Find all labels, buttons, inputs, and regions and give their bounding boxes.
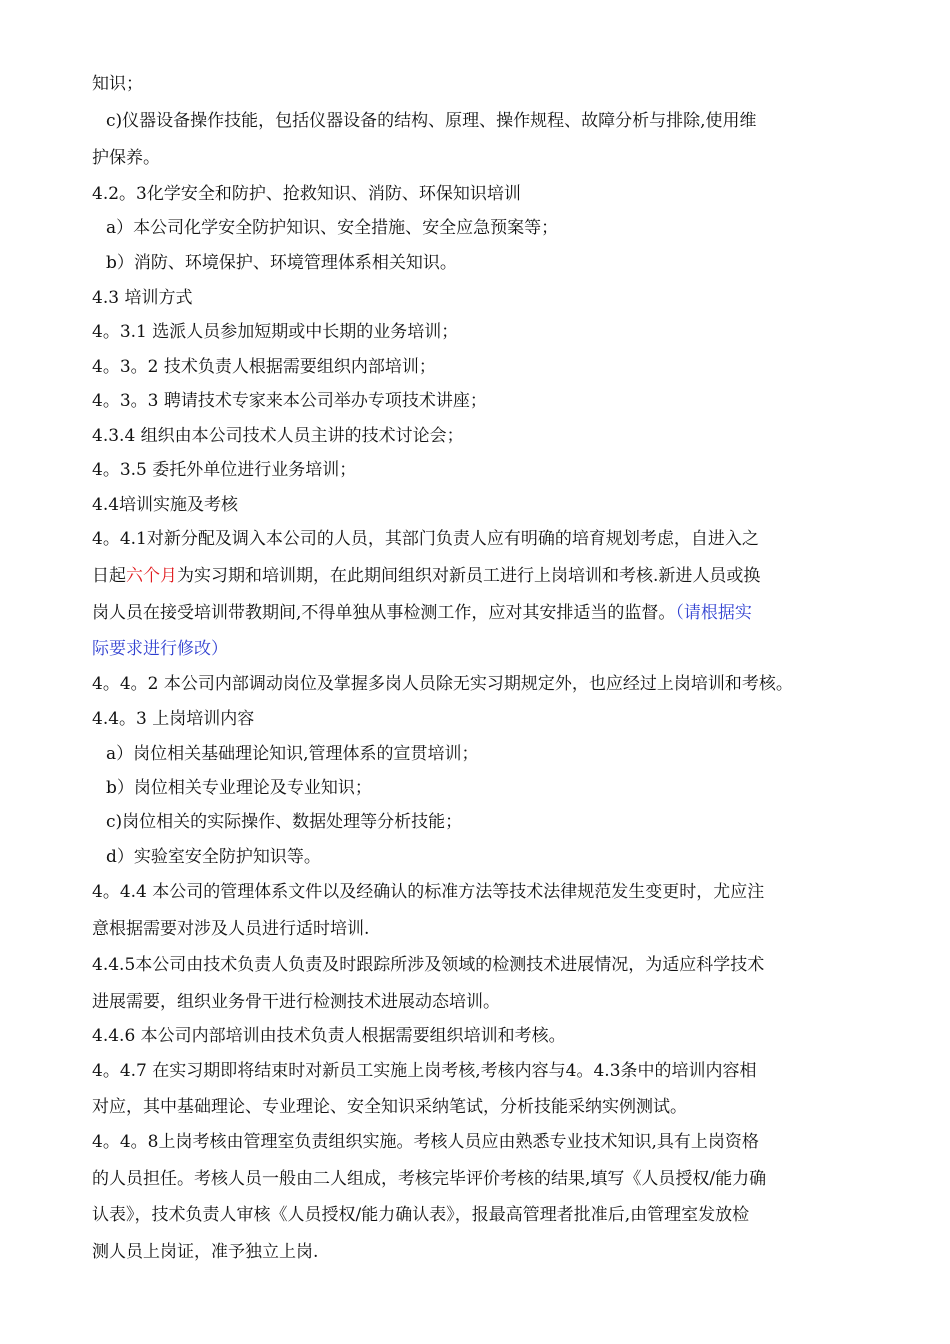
clause: 4。3。3 聘请技术专家来本公司举办专项技术讲座； (92, 391, 487, 411)
section-heading: 4.3 培训方式 (92, 288, 193, 308)
highlighted-duration: 六个月 (126, 566, 177, 586)
section-heading: 4.2。3化学安全和防护、抢救知识、消防、环保知识培训 (92, 184, 521, 204)
clause: 4。4.7 在实习期即将结束时对新员工实施上岗考核,考核内容与4。4.3条中的培训内容相 (92, 1061, 757, 1081)
section-heading: 4.4培训实施及考核 (92, 495, 239, 515)
section-heading: 4.4。3 上岗培训内容 (92, 709, 255, 729)
text-span: 为实习期和培训期，在此期间组织对新员工进行上岗培训和考核.新进人员或换 (177, 566, 761, 586)
text-line: 知识； (92, 74, 143, 94)
list-item: c)岗位相关的实际操作、数据处理等分析技能； (106, 812, 463, 832)
clause: 4.4.6 本公司内部培训由技术负责人根据需要组织培训和考核。 (92, 1026, 566, 1046)
clause: 4。4.1对新分配及调入本公司的人员，其部门负责人应有明确的培育规划考虑，自进入之 (92, 529, 759, 549)
clause: 4。3.5 委托外单位进行业务培训； (92, 460, 357, 480)
list-item: d）实验室安全防护知识等。 (106, 847, 321, 867)
editor-note: （请根据实 (675, 603, 752, 623)
text-line: 测人员上岗证，准予独立上岗. (92, 1242, 319, 1262)
list-item: a）岗位相关基础理论知识,管理体系的宣贯培训； (106, 744, 479, 764)
clause: 4.3.4 组织由本公司技术人员主讲的技术讨论会； (92, 426, 464, 446)
text-line (92, 558, 872, 595)
clause: 4。4。2 本公司内部调动岗位及掌握多岗人员除无实习期规定外，也应经过上岗培训和考核。 (92, 674, 793, 694)
text-line: 认表》，技术负责人审核《人员授权/能力确认表》，报最高管理者批准后,由管理室发放检 (92, 1205, 750, 1225)
text-line: 进展需要，组织业务骨干进行检测技术进展动态培训。 (92, 992, 500, 1012)
clause: 4.4.5本公司由技术负责人负责及时跟踪所涉及领域的检测技术进展情况，为适应科学技术 (92, 955, 765, 975)
text-span: 岗人员在接受培训带教期间,不得单独从事检测工作，应对其安排适当的监督。 (92, 603, 676, 623)
text-line: 对应，其中基础理论、专业理论、安全知识采纳笔试，分析技能采纳实例测试。 (92, 1097, 687, 1117)
text-line: 意根据需要对涉及人员进行适时培训. (92, 919, 370, 939)
text-line: 护保养。 (92, 148, 160, 168)
clause: 4。3.1 选派人员参加短期或中长期的业务培训； (92, 322, 459, 342)
text-line (92, 595, 872, 632)
list-item: b）岗位相关专业理论及专业知识； (106, 778, 372, 798)
list-item: b）消防、环境保护、环境管理体系相关知识。 (106, 253, 457, 273)
editor-note: 际要求进行修改） (92, 639, 228, 659)
list-item: a）本公司化学安全防护知识、安全措施、安全应急预案等； (106, 218, 559, 238)
clause: 4。4。8上岗考核由管理室负责组织实施。考核人员应由熟悉专业技术知识,具有上岗资格 (92, 1132, 759, 1152)
text-span: 日起 (92, 566, 126, 586)
list-item: c)仪器设备操作技能，包括仪器设备的结构、原理、操作规程、故障分析与排除,使用维 (106, 111, 757, 131)
clause: 4。3。2 技术负责人根据需要组织内部培训； (92, 357, 436, 377)
text-line: 的人员担任。考核人员一般由二人组成，考核完毕评价考核的结果,填写《人员授权/能力确 (92, 1169, 767, 1189)
clause: 4。4.4 本公司的管理体系文件以及经确认的标准方法等技术法律规范发生变更时，尤应注 (92, 882, 765, 902)
